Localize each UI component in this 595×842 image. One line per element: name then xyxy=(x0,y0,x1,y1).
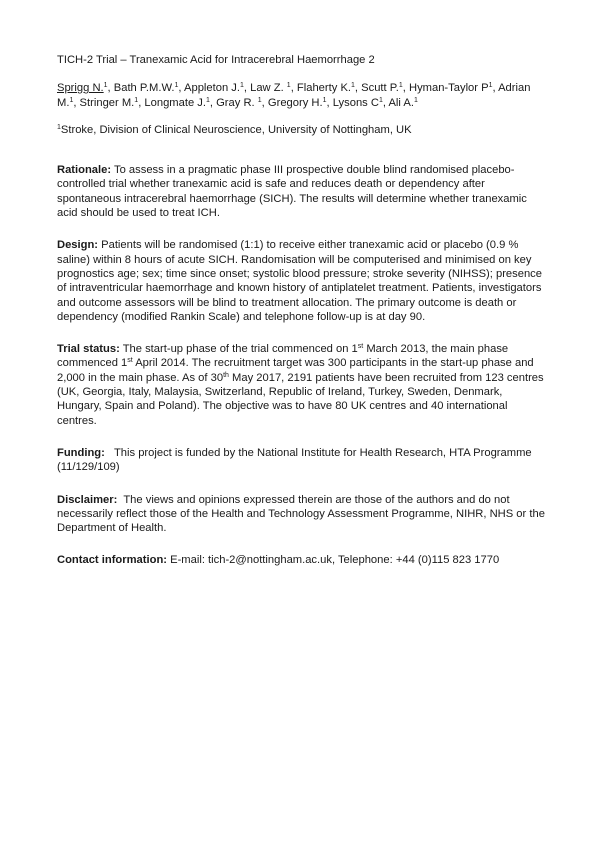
affiliation-marker: 1 xyxy=(134,96,139,104)
ordinal-suffix: st xyxy=(357,343,364,351)
affiliation-marker: 1 xyxy=(413,96,418,104)
ordinal-suffix: st xyxy=(127,357,133,365)
author-name: , Appleton J. xyxy=(178,82,240,95)
document-page xyxy=(57,53,547,568)
trial-status-heading: Trial status: xyxy=(57,343,120,356)
rationale-heading: Rationale: xyxy=(57,164,112,177)
rationale-text: To assess in a pragmatic phase III prospective double blind randomised placebo-controlled trial whether tranexamic acid is safe and reduces death or dependency after spontaneous intracerebral haemorrhage (SICH). The results will determine whether tranexamic acid should be used to treat ICH. xyxy=(57,164,527,220)
affiliation-marker: 1 xyxy=(378,96,383,104)
author-name: , Scutt P. xyxy=(354,82,399,95)
affiliation-marker: 1 xyxy=(488,82,493,90)
author-name: , Gregory H. xyxy=(261,96,323,109)
trial-status-text: The start-up phase of the trial commenced on 1 xyxy=(119,343,358,356)
author-name: , Flaherty K. xyxy=(290,82,352,95)
disclaimer-section xyxy=(57,493,547,536)
affiliation-marker: 1 xyxy=(69,96,74,104)
author-name: , Lysons C xyxy=(326,96,379,109)
design-section xyxy=(57,238,547,324)
funding-section xyxy=(57,446,547,475)
disclaimer-text: The views and opinions expressed therein are those of the authors and do not necessarily reflect those of the Health and Technology Assessment Programme, NIHR, NHS or the Department of Health. xyxy=(57,493,549,535)
trial-status-text: May 2017, 2191 patients have been recruited from 123 centres (UK, Georgia, Italy, Malaysia, Switzerland, Republic of Ireland, Turkey, Sweden, Denmark, Hungary, Spain and Poland). The objective was to have 80 UK centres and 40 international centres. xyxy=(57,371,544,427)
author-list xyxy=(57,81,547,110)
disclaimer-heading: Disclaimer: xyxy=(57,493,118,506)
author-name: , Law Z. xyxy=(243,82,287,95)
first-author: Sprigg N. xyxy=(57,82,104,95)
affiliation xyxy=(57,123,547,137)
affiliation-marker: 1 xyxy=(103,82,108,90)
author-name: , Hyman-Taylor P xyxy=(402,82,489,95)
author-name: , Bath P.M.W. xyxy=(107,82,175,95)
funding-heading: Funding: xyxy=(57,446,105,459)
trial-status-text: April 2014. The recruitment target was 300 participants in the start-up phase and 2,000 in the main phase. As of 30 xyxy=(57,357,534,384)
affiliation-marker: 1 xyxy=(286,82,291,90)
author-name: , Adrian M. xyxy=(57,82,531,109)
affiliation-marker: 1 xyxy=(57,123,61,131)
trial-status-text: March 2013, the main phase commenced 1 xyxy=(57,343,509,370)
contact-section xyxy=(57,553,547,567)
affiliation-marker: 1 xyxy=(351,82,355,90)
document-title: TICH-2 Trial – Tranexamic Acid for Intracerebral Haemorrhage 2 xyxy=(57,54,375,66)
author-name: , Ali A. xyxy=(382,96,414,109)
affiliation-marker: 1 xyxy=(257,96,262,104)
affiliation-text: Stroke, Division of Clinical Neuroscience, University of Nottingham, UK xyxy=(60,123,412,136)
author-name: , Gray R. xyxy=(209,96,258,109)
design-text: Patients will be randomised (1:1) to receive either tranexamic acid or placebo (0.9 % saline) within 8 hours of acute SICH. Randomisation will be computerised and minimised on key prognostics age; sex; time since onset; systolic blood pressure; stroke severity (NIHSS); presence of intraventricular haemorrhage and known history of antiplatelet treatment. Patients, investigators and outcome assessors will be blind to treatment allocation. The primary outcome is death or dependency (modified Rankin Scale) and telephone follow-up is at day 90. xyxy=(57,239,542,323)
ordinal-suffix: th xyxy=(223,371,229,379)
affiliation-marker: 1 xyxy=(398,82,403,90)
contact-heading: Contact information: xyxy=(57,554,168,567)
affiliation-marker: 1 xyxy=(205,96,210,104)
author-name: , Longmate J. xyxy=(138,96,206,109)
affiliation-marker: 1 xyxy=(239,82,244,90)
affiliation-marker: 1 xyxy=(322,96,327,104)
author-name: , Stringer M. xyxy=(73,96,135,109)
affiliation-marker: 1 xyxy=(174,82,179,90)
rationale-section xyxy=(57,163,547,220)
funding-text: This project is funded by the National Institute for Health Research, HTA Programme (11/129/109) xyxy=(57,446,535,474)
trial-status-section xyxy=(57,342,547,428)
design-heading: Design: xyxy=(57,239,99,252)
contact-text: E-mail: tich-2@nottingham.ac.uk, Telephone: +44 (0)115 823 1770 xyxy=(167,554,500,567)
